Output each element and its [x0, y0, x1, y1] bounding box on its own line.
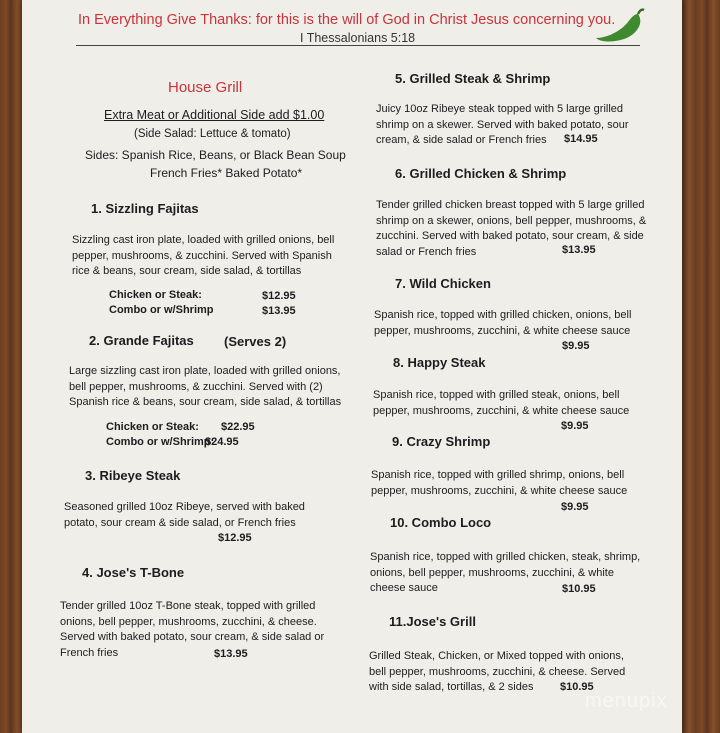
menu-item-title: 4. Jose's T-Bone: [82, 565, 185, 580]
sides-list: Sides: Spanish Rice, Beans, or Black Bean Soup: [85, 148, 346, 162]
price-label: Chicken or Steak:: [106, 421, 199, 433]
menu-item-desc: Juicy 10oz Ribeye steak topped with 5 large grilled shrimp on a skewer. Served with baked potato, sour cream, & side salad or French fries: [376, 103, 629, 146]
price-label: Combo or w/Shrimp: [109, 304, 214, 316]
serves-note: (Serves 2): [224, 334, 287, 349]
extra-meat-note: Extra Meat or Additional Side add $1.00: [104, 108, 325, 122]
price-label: Combo or w/Shrimp:: [106, 436, 215, 448]
menu-item-desc: Sizzling cast iron plate, loaded with grilled onions, bell pepper, mushrooms, & zucchini. Served with Spanish rice & beans, sour cream, side salad, & tortillas: [72, 234, 335, 277]
menu-item-desc: Tender grilled 10oz T-Bone steak, topped with grilled onions, bell pepper, mushrooms, zucchini, & cheese. Served with baked potato, sour cream, & side salad or French fries: [60, 600, 325, 659]
verse-reference: I Thessalonians 5:18: [300, 31, 416, 45]
price: $13.95: [562, 244, 596, 256]
menu-item-title: 6. Grilled Chicken & Shrimp: [395, 166, 567, 181]
price-label: Chicken or Steak:: [109, 289, 202, 301]
menu-item-title: 5. Grilled Steak & Shrimp: [395, 71, 551, 86]
price: $9.95: [561, 420, 589, 432]
menu-item-desc: Spanish rice, topped with grilled chicken, steak, shrimp, onions, bell pepper, mushrooms, zucchini, & white cheese sauce: [370, 551, 641, 594]
bible-verse: In Everything Give Thanks: for this is the will of God in Christ Jesus concerning you.: [78, 12, 616, 28]
menu-item-desc: Spanish rice, topped with grilled shrimp, onions, bell pepper, mushrooms, zucchini, & white cheese sauce: [371, 469, 628, 497]
price: $13.95: [214, 648, 248, 660]
menu-page: [22, 0, 682, 733]
price: $13.95: [262, 305, 296, 317]
sides-list-2: French Fries* Baked Potato*: [150, 166, 303, 180]
menu-item-desc: Seasoned grilled 10oz Ribeye, served with baked potato, sour cream & side salad, or French fries: [64, 501, 305, 529]
menu-item-desc: Spanish rice, topped with grilled steak, onions, bell pepper, mushrooms, zucchini, & white cheese sauce: [373, 389, 630, 417]
menu-item-title: 2. Grande Fajitas: [89, 333, 194, 348]
price: $12.95: [218, 532, 252, 544]
menu-item-title: 1. Sizzling Fajitas: [91, 201, 199, 216]
watermark-logo: menupix: [585, 690, 668, 712]
menu-item-desc: Grilled Steak, Chicken, or Mixed topped with onions, bell pepper, mushrooms, zucchini, & cheese. Served with side salad, tortillas, & 2 sides: [369, 650, 626, 693]
side-salad-note: (Side Salad: Lettuce & tomato): [134, 128, 291, 140]
price: $12.95: [262, 290, 296, 302]
menu-item-title: 3. Ribeye Steak: [85, 468, 181, 483]
menu-item-title: 9. Crazy Shrimp: [392, 434, 491, 449]
section-title: House Grill: [168, 79, 243, 96]
menu-item-title: 11.Jose's Grill: [389, 614, 476, 629]
price: $9.95: [561, 501, 589, 513]
price: $22.95: [221, 421, 255, 433]
menu-item-desc: Tender grilled chicken breast topped with 5 large grilled shrimp on a skewer, onions, bell pepper, mushrooms, & zucchini. Served with baked potato, sour cream, & side salad or French fries: [376, 199, 647, 258]
price: $10.95: [562, 583, 596, 595]
price: $10.95: [560, 681, 594, 693]
menu-item-title: 7. Wild Chicken: [395, 276, 491, 291]
menu-item-title: 10. Combo Loco: [390, 515, 492, 530]
price: $14.95: [564, 133, 598, 145]
menu-item-title: 8. Happy Steak: [393, 355, 486, 370]
price: $9.95: [562, 340, 590, 352]
menu-item-desc: Large sizzling cast iron plate, loaded with grilled onions, bell pepper, mushrooms, & zucchini. Served with (2) Spanish rice & beans, sour cream, side salad, & tortillas: [69, 365, 342, 408]
chili-pepper-icon: [594, 8, 646, 44]
price: $24.95: [205, 436, 239, 448]
header-divider: [76, 45, 640, 46]
menu-item-desc: Spanish rice, topped with grilled chicken, onions, bell pepper, mushrooms, zucchini, & white cheese sauce: [374, 309, 632, 337]
